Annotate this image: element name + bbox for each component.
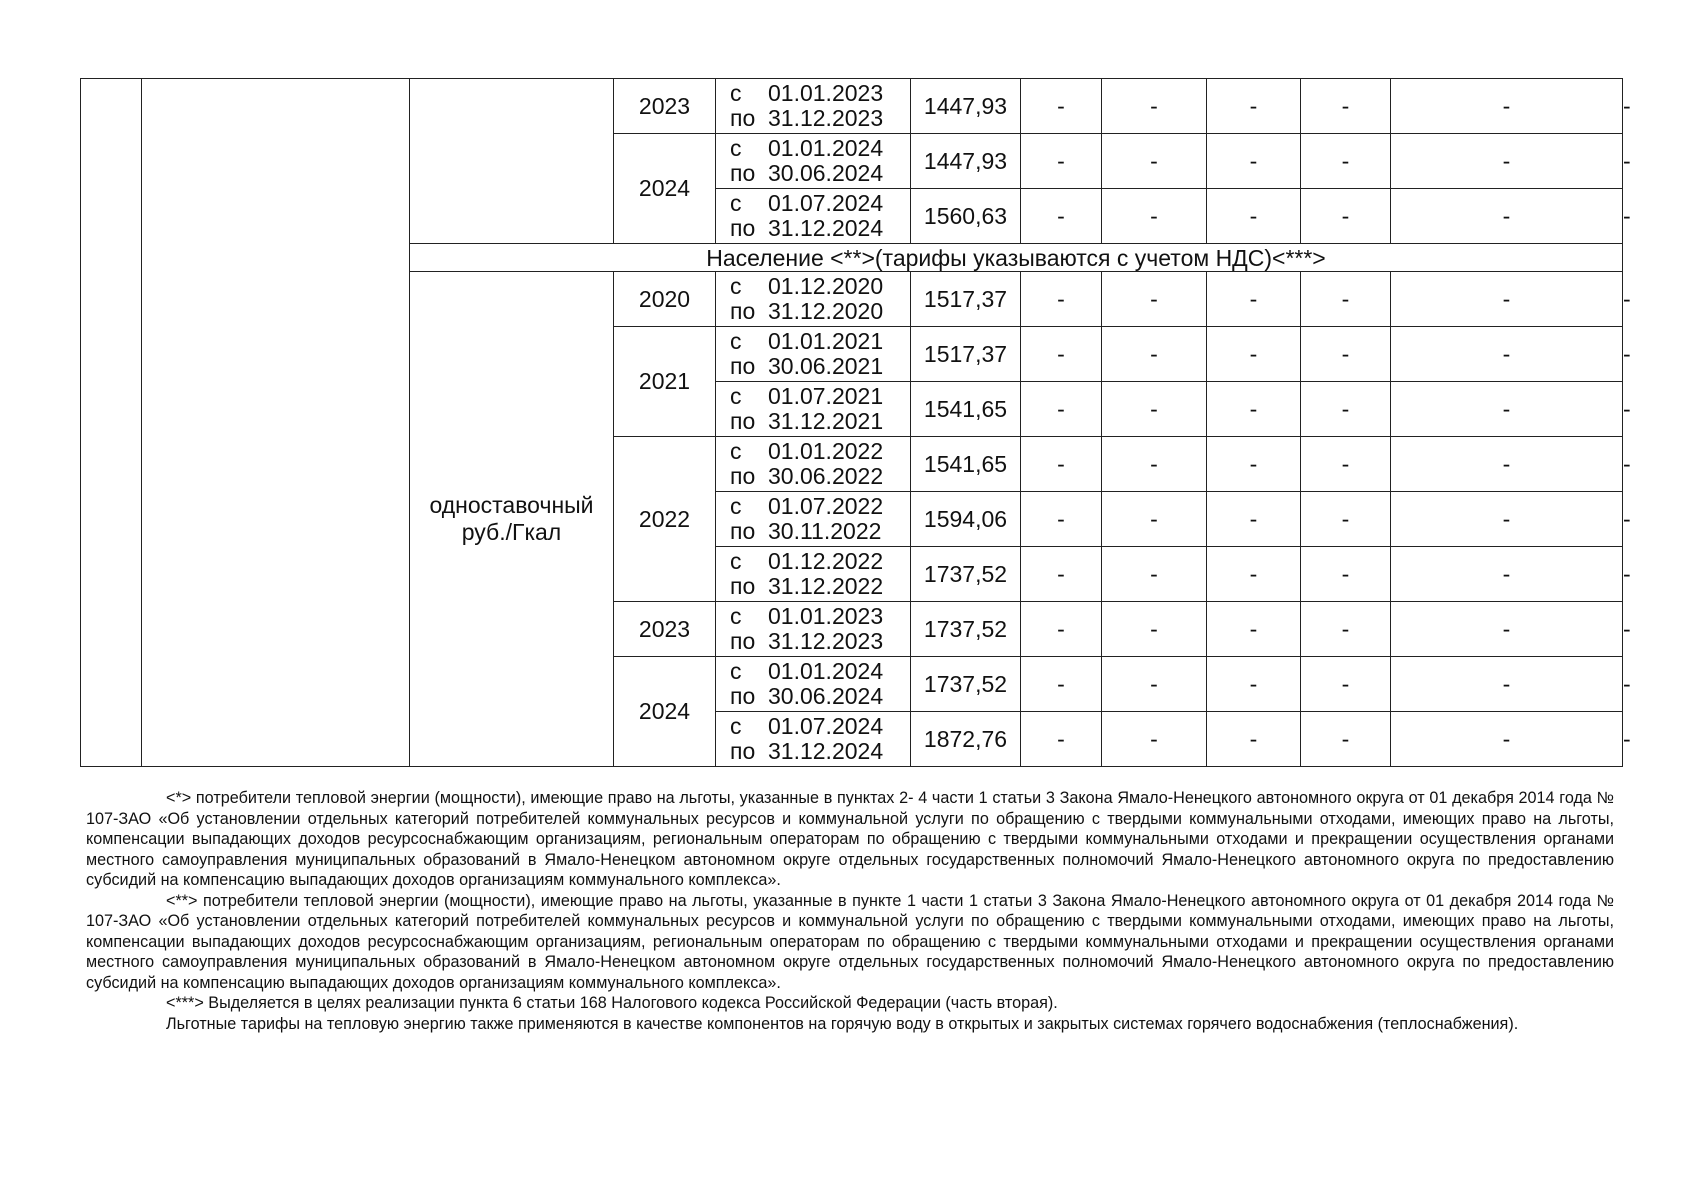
empty-value-cell: -: [1207, 79, 1301, 134]
empty-value-cell: -: [1207, 189, 1301, 244]
period-to-date: 30.06.2021: [768, 353, 884, 379]
period-from-date: 01.01.2024: [768, 658, 884, 684]
empty-value-cell: -: [1102, 382, 1207, 437]
period-to-date: 30.11.2022: [768, 518, 882, 544]
empty-value-cell: -: [1301, 602, 1391, 657]
period-to-word: по: [730, 160, 756, 186]
tariff-value: 1737,52: [911, 657, 1021, 712]
tariff-table: [80, 78, 1631, 767]
empty-value-cell: -: [1207, 602, 1301, 657]
empty-value-cell: -: [1207, 657, 1301, 712]
period-to-word: по: [730, 215, 756, 241]
period-to-date: 31.12.2021: [768, 408, 884, 434]
period-from-word: с: [730, 135, 742, 161]
empty-value-cell: -: [1391, 547, 1623, 602]
period-cell: [716, 327, 911, 382]
period-cell: [716, 272, 911, 327]
period-from-word: с: [730, 603, 742, 629]
empty-value-cell: -: [1207, 712, 1301, 767]
tariff-value: 1517,37: [911, 327, 1021, 382]
empty-value-cell: -: [1102, 79, 1207, 134]
empty-value-cell: -: [1301, 272, 1391, 327]
period-cell: [716, 602, 911, 657]
period-from-word: с: [730, 658, 742, 684]
period-to-word: по: [730, 408, 756, 434]
period-from-word: с: [730, 493, 742, 519]
year-cell: 2021: [614, 327, 716, 437]
period-cell: [716, 712, 911, 767]
empty-value-cell: -: [1391, 272, 1623, 327]
period-to-word: по: [730, 353, 756, 379]
table-row: 2024 с 01.01.2024 по 30.06.2024 1447,93 - - - - - -: [81, 134, 1623, 189]
empty-value-cell: -: [1207, 327, 1301, 382]
period-from-word: с: [730, 190, 742, 216]
empty-value-cell: -: [1301, 437, 1391, 492]
index-cell: [81, 79, 142, 767]
empty-value-cell: -: [1102, 189, 1207, 244]
empty-value-cell: -: [1301, 492, 1391, 547]
table-row: 2023 с 01.01.2023 по 31.12.2023 1447,93 - - - - - -: [81, 79, 1623, 134]
tariff-value: 1560,63: [911, 189, 1021, 244]
period-from-date: 01.12.2022: [768, 548, 884, 574]
empty-value-cell: -: [1102, 327, 1207, 382]
empty-value-cell: -: [1301, 382, 1391, 437]
empty-value-cell: -: [1301, 327, 1391, 382]
empty-value-cell: -: [1102, 492, 1207, 547]
tariff-value: 1737,52: [911, 602, 1021, 657]
year-cell: 2020: [614, 272, 716, 327]
table-row: с 01.12.2022 по 31.12.2022 1737,52 - - - - - -: [81, 547, 1623, 602]
period-from-date: 01.01.2021: [768, 328, 884, 354]
footnotes: [86, 788, 1614, 1034]
period-to-date: 30.06.2022: [768, 463, 884, 489]
period-from-date: 01.01.2023: [768, 603, 884, 629]
period-to-date: 31.12.2020: [768, 298, 884, 324]
empty-value-cell: -: [1391, 712, 1623, 767]
tariff-value: 1737,52: [911, 547, 1021, 602]
empty-value-cell: -: [1102, 134, 1207, 189]
empty-value-cell: -: [1102, 657, 1207, 712]
table-row: 2022 с 01.01.2022 по 30.06.2022 1541,65 - - - - - -: [81, 437, 1623, 492]
footnote-1: <*> потребители тепловой энергии (мощности), имеющие право на льготы, указанные в пунктах 2- 4 части 1 статьи 3 Закона Ямало-Ненецкого автономного округа от 01 декабря 2014 года № 107-ЗАО «Об установлении отдельных категорий потребителей коммунальных ресурсов и коммунальной услуги по обращению с твердыми коммунальными отходами, имеющих право на льготы, компенсации выпадающих доходов ресурсоснабжающим организациям, региональным операторам по обращению с твердыми коммунальными отходами и прекращении осуществления органами местного самоуправления муниципальных образований в Ямало-Ненецком автономном округе отдельных государственных полномочий Ямало-Ненецкого автономного округа по предоставлению субсидий на компенсацию выпадающих доходов организациям коммунального комплекса».: [86, 789, 1614, 889]
period-from-date: 01.07.2024: [768, 190, 884, 216]
period-to-word: по: [730, 573, 756, 599]
table-row: одноставочный руб./Гкал 2020 с 01.12.2020 по 31.12.2020 1517,37 - - - - - -: [81, 272, 1623, 327]
section-header: Население <**>(тарифы указываются с учетом НДС)<***>: [410, 244, 1623, 272]
year-cell: 2022: [614, 437, 716, 602]
empty-value-cell: -: [1207, 547, 1301, 602]
table-row: 2023 с 01.01.2023 по 31.12.2023 1737,52 - - - - - -: [81, 602, 1623, 657]
empty-value-cell: -: [1102, 547, 1207, 602]
period-to-word: по: [730, 683, 756, 709]
empty-value-cell: -: [1301, 657, 1391, 712]
organization-cell: [142, 79, 410, 767]
empty-value-cell: -: [1021, 492, 1102, 547]
period-from-date: 01.01.2022: [768, 438, 884, 464]
table-row: с 01.07.2024 по 31.12.2024 1872,76 - - - - - -: [81, 712, 1623, 767]
empty-value-cell: -: [1207, 272, 1301, 327]
year-cell: 2024: [614, 657, 716, 767]
period-cell: [716, 437, 911, 492]
rate-type-label: одноставочный руб./Гкал: [410, 272, 614, 767]
empty-value-cell: -: [1021, 602, 1102, 657]
tariff-value: 1541,65: [911, 382, 1021, 437]
period-to-date: 30.06.2024: [768, 160, 884, 186]
empty-value-cell: -: [1391, 382, 1623, 437]
empty-value-cell: -: [1102, 437, 1207, 492]
period-cell: [716, 189, 911, 244]
tariff-value: 1517,37: [911, 272, 1021, 327]
empty-value-cell: -: [1021, 382, 1102, 437]
period-from-date: 01.01.2023: [768, 80, 884, 106]
empty-value-cell: -: [1391, 602, 1623, 657]
empty-value-cell: -: [1021, 547, 1102, 602]
period-from-date: 01.01.2024: [768, 135, 884, 161]
period-to-word: по: [730, 518, 756, 544]
tariff-value: 1447,93: [911, 134, 1021, 189]
empty-value-cell: -: [1207, 134, 1301, 189]
empty-value-cell: -: [1021, 79, 1102, 134]
period-to-date: 31.12.2024: [768, 215, 884, 241]
period-from-date: 01.07.2022: [768, 493, 884, 519]
empty-value-cell: -: [1207, 437, 1301, 492]
empty-value-cell: -: [1021, 437, 1102, 492]
period-cell: [716, 547, 911, 602]
year-cell: 2024: [614, 134, 716, 244]
empty-value-cell: -: [1021, 712, 1102, 767]
tariff-value: 1872,76: [911, 712, 1021, 767]
empty-value-cell: -: [1102, 712, 1207, 767]
footnote-4: Льготные тарифы на тепловую энергию также применяются в качестве компонентов на горячую воду в открытых и закрытых системах горячего водоснабжения (теплоснабжения).: [166, 1014, 1519, 1033]
period-from-word: с: [730, 713, 742, 739]
empty-value-cell: -: [1301, 79, 1391, 134]
empty-value-cell: -: [1021, 327, 1102, 382]
period-from-date: 01.07.2021: [768, 383, 884, 409]
period-to-date: 31.12.2023: [768, 628, 884, 654]
empty-value-cell: -: [1391, 189, 1623, 244]
footnote-3: <***> Выделяется в целях реализации пункта 6 статьи 168 Налогового кодекса Российской Федерации (часть вторая).: [166, 994, 1058, 1012]
empty-value-cell: -: [1391, 657, 1623, 712]
empty-value-cell: -: [1391, 79, 1623, 134]
period-from-date: 01.12.2020: [768, 273, 884, 299]
rate-type-cell: [410, 79, 614, 244]
footnote-2: <**> потребители тепловой энергии (мощности), имеющие право на льготы, указанные в пункте 1 части 1 статьи 3 Закона Ямало-Ненецкого автономного округа от 01 декабря 2014 года № 107-ЗАО «Об установлении отдельных категорий потребителей коммунальных ресурсов и коммунальной услуги по обращению с твердыми коммунальными отходами, имеющих право на льготы, компенсации выпадающих доходов ресурсоснабжающим организациям, региональным операторам по обращению с твердыми коммунальными отходами и прекращении осуществления органами местного самоуправления муниципальных образований в Ямало-Ненецком автономном округе отдельных государственных полномочий Ямало-Ненецкого автономного округа по предоставлению субсидий на компенсацию выпадающих доходов организациям коммунального комплекса».: [86, 891, 1614, 992]
tariff-value: 1541,65: [911, 437, 1021, 492]
period-to-word: по: [730, 105, 756, 131]
empty-value-cell: -: [1207, 492, 1301, 547]
period-to-date: 30.06.2024: [768, 683, 884, 709]
period-from-word: с: [730, 328, 742, 354]
period-to-word: по: [730, 628, 756, 654]
period-cell: [716, 79, 911, 134]
table-row: с 01.07.2021 по 31.12.2021 1541,65 - - - - - -: [81, 382, 1623, 437]
table-row: с 01.07.2024 по 31.12.2024 1560,63 - - - - - -: [81, 189, 1623, 244]
period-to-word: по: [730, 738, 756, 764]
tariff-value: 1594,06: [911, 492, 1021, 547]
period-cell: [716, 382, 911, 437]
period-from-word: с: [730, 438, 742, 464]
empty-value-cell: -: [1391, 327, 1623, 382]
empty-value-cell: -: [1391, 134, 1623, 189]
period-to-word: по: [730, 298, 756, 324]
table-row: 2024 с 01.01.2024 по 30.06.2024 1737,52 - - - - - -: [81, 657, 1623, 712]
period-from-word: с: [730, 383, 742, 409]
period-to-date: 31.12.2022: [768, 573, 884, 599]
period-from-word: с: [730, 548, 742, 574]
table-row: 2021 с 01.01.2021 по 30.06.2021 1517,37 - - - - - -: [81, 327, 1623, 382]
empty-value-cell: -: [1391, 492, 1623, 547]
empty-value-cell: -: [1021, 134, 1102, 189]
empty-value-cell: -: [1021, 657, 1102, 712]
period-from-word: с: [730, 80, 742, 106]
year-cell: 2023: [614, 602, 716, 657]
period-to-word: по: [730, 463, 756, 489]
empty-value-cell: -: [1102, 272, 1207, 327]
empty-value-cell: -: [1301, 134, 1391, 189]
table-row: с 01.07.2022 по 30.11.2022 1594,06 - - - - - -: [81, 492, 1623, 547]
empty-value-cell: -: [1301, 712, 1391, 767]
empty-value-cell: -: [1102, 602, 1207, 657]
period-from-word: с: [730, 273, 742, 299]
period-cell: [716, 657, 911, 712]
empty-value-cell: -: [1301, 547, 1391, 602]
empty-value-cell: -: [1021, 189, 1102, 244]
tariff-value: 1447,93: [911, 79, 1021, 134]
period-cell: [716, 134, 911, 189]
year-cell: 2023: [614, 79, 716, 134]
period-to-date: 31.12.2023: [768, 105, 884, 131]
empty-value-cell: -: [1021, 272, 1102, 327]
empty-value-cell: -: [1391, 437, 1623, 492]
empty-value-cell: -: [1301, 189, 1391, 244]
period-cell: [716, 492, 911, 547]
empty-value-cell: -: [1207, 382, 1301, 437]
period-from-date: 01.07.2024: [768, 713, 884, 739]
period-to-date: 31.12.2024: [768, 738, 884, 764]
